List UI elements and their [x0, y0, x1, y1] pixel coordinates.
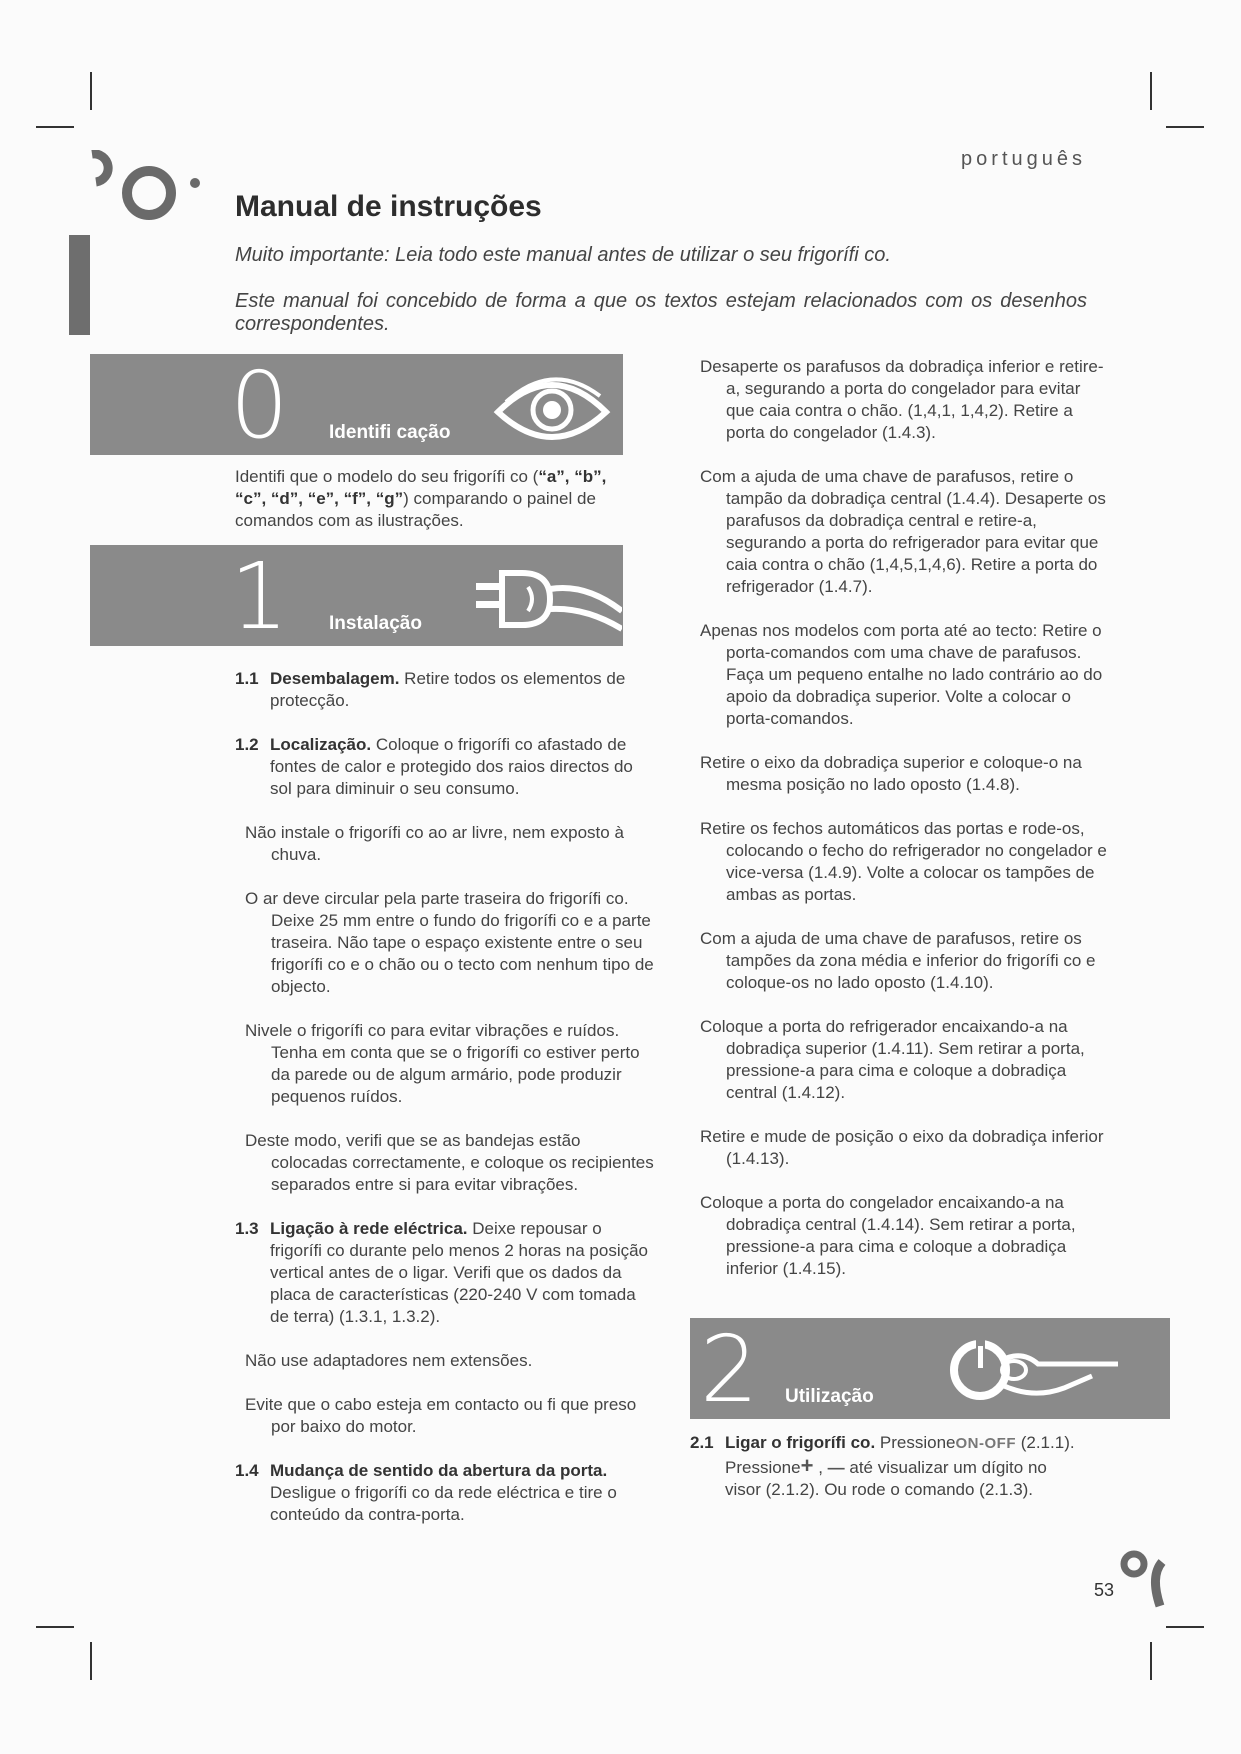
sidebar-bar	[69, 235, 90, 335]
minus-key-label: —	[827, 1458, 845, 1477]
paragraph: Desaperte os parafusos da dobradiça inferior e retire-a, segurando a porta do congelador para evitar que caia contra o chão. (1,4,1, 1,4,2). Retire a porta do congelador (1.4.3).	[700, 357, 1104, 442]
section-title: Instalação	[329, 613, 422, 634]
section-banner-identification	[90, 354, 623, 455]
list-item: 2.1 Ligar o frigorífi co. PressioneON-OFF (2.1.1). Pressione+ , — até visualizar um dígito no visor (2.1.2). Ou rode o comando (2.1.3).	[690, 1433, 1075, 1499]
section-title: Identifi cação	[329, 422, 451, 443]
door-reversal-column	[700, 356, 1110, 1280]
crop-mark	[1166, 126, 1204, 128]
installation-column	[235, 668, 655, 1526]
plug-icon	[476, 563, 622, 635]
paragraph: Deste modo, verifi que se as bandejas estão colocadas correctamente, e coloque os recipientes separados entre si para evitar vibrações.	[245, 1131, 654, 1194]
paragraph: Coloque a porta do congelador encaixando-a na dobradiça central (1.4.14). Sem retirar a porta, pressione-a para cima e coloque a dobradiça inferior (1.4.15).	[700, 1193, 1076, 1278]
crop-mark	[36, 126, 74, 128]
list-item: 1.2 Localização. Coloque o frigorífi co afastado de fontes de calor e protegido dos raios directos do sol para diminuir o seu consumo.	[235, 735, 633, 798]
paragraph: Não instale o frigorífi co ao ar livre, nem exposto à chuva.	[245, 823, 624, 864]
page-number: 53	[1094, 1580, 1115, 1600]
list-item: 1.4 Mudança de sentido da abertura da porta. Desligue o frigorífi co da rede eléctrica e tire o conteúdo da contra-porta.	[235, 1461, 617, 1524]
section-number: 2	[700, 1318, 759, 1419]
section-banner-installation	[90, 545, 623, 646]
paragraph: Retire e mude de posição o eixo da dobradiça inferior (1.4.13).	[700, 1127, 1104, 1168]
paragraph: Apenas nos modelos com porta até ao tecto: Retire o porta-comandos com uma chave de parafusos. Faça um pequeno entalhe no lado contrário ao do apoio da dobradiça superior. Volte a colocar o porta-comandos.	[700, 621, 1103, 728]
on-off-key-label: ON-OFF	[955, 1435, 1016, 1452]
crop-mark	[1150, 72, 1152, 110]
intro-note: Muito importante: Leia todo este manual antes de utilizar o seu frigorífi co.	[235, 244, 891, 266]
crop-mark	[90, 72, 92, 110]
list-item: 1.1 Desembalagem. Retire todos os elementos de protecção.	[235, 669, 626, 710]
crop-mark	[90, 1642, 92, 1680]
page-title: Manual de instruções	[235, 190, 542, 223]
logo-circles-icon	[1110, 1530, 1170, 1610]
language-label: português	[961, 148, 1086, 170]
paragraph: Coloque a porta do refrigerador encaixando-a na dobradiça superior (1.4.11). Sem retirar a porta, pressione-a para cima e coloque a dobradiça central (1.4.12).	[700, 1017, 1085, 1102]
crop-mark	[1166, 1626, 1204, 1628]
eye-icon	[492, 366, 612, 442]
list-item: 1.3 Ligação à rede eléctrica. Deixe repousar o frigorífi co durante pelo menos 2 horas na posição vertical antes de o ligar. Verifi que os dados da placa de características (220-240 V com tomada de terra) (1.3.1, 1.3.2).	[235, 1219, 649, 1326]
section-number: 1	[230, 545, 289, 646]
identification-text: Identifi que o modelo do seu frigorífi co (“a”, “b”, “c”, “d”, “e”, “f”, “g”) comparando o painel de comandos com as ilustrações.	[235, 467, 607, 530]
plus-key-label: +	[800, 1453, 814, 1478]
crop-mark	[36, 1626, 74, 1628]
logo-circles-icon	[86, 150, 216, 240]
usage-column	[690, 1432, 1080, 1501]
section-number: 0	[230, 354, 289, 455]
paragraph: Não use adaptadores nem extensões.	[245, 1351, 533, 1370]
paragraph: Nivele o frigorífi co para evitar vibrações e ruídos. Tenha em conta que se o frigorífi co estiver perto da parede ou de algum armário, pode produzir pequenos ruídos.	[245, 1021, 640, 1106]
crop-mark	[1150, 1642, 1152, 1680]
model-codes: “a”, “b”, “c”, “d”, “e”, “f”, “g”	[235, 467, 607, 508]
paragraph: Com a ajuda de uma chave de parafusos, retire o tampão da dobradiça central (1.4.4). Desaperte os parafusos da dobradiça central e retire-a, segurando a porta do refrigerador para evitar que caia contra o chão (1,4,5,1,4,6). Retire a porta do refrigerador (1.4.7).	[700, 467, 1106, 596]
paragraph: Retire os fechos automáticos das portas e rode-os, colocando o fecho do refrigerador no congelador e vice-versa (1.4.9). Volte a colocar os tampões de ambas as portas.	[700, 819, 1107, 904]
intro-description: Este manual foi concebido de forma a que os textos estejam relacionados com os desenhos correspondentes.	[235, 290, 1087, 335]
paragraph: Evite que o cabo esteja em contacto ou fi que preso por baixo do motor.	[245, 1395, 637, 1436]
paragraph: Retire o eixo da dobradiça superior e coloque-o na mesma posição no lado oposto (1.4.8).	[700, 753, 1082, 794]
paragraph: O ar deve circular pela parte traseira do frigorífi co. Deixe 25 mm entre o fundo do frigorífi co e a parte traseira. Não tape o espaço existente entre o seu frigorífi co e o chão ou o tecto com nenhum tipo de objecto.	[245, 889, 654, 996]
paragraph: Com a ajuda de uma chave de parafusos, retire os tampões da zona média e inferior do frigorífi co e coloque-os no lado oposto (1.4.10).	[700, 929, 1096, 992]
section-title: Utilização	[785, 1386, 874, 1407]
section-banner-usage	[690, 1318, 1170, 1419]
power-button-icon	[942, 1330, 1122, 1410]
